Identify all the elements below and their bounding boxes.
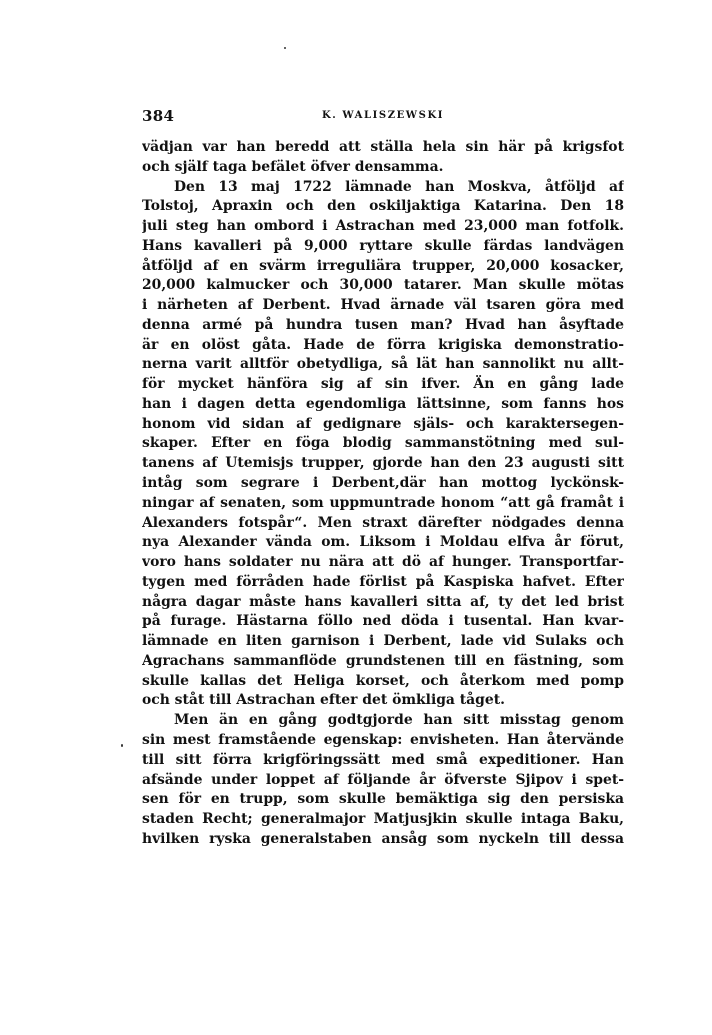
text-line: nerna varit alltför obetydliga, så lät han sannolikt nu allt- [142,356,624,373]
text-line: hvilken ryska generalstaben ansåg som nyckeln till dessa [142,830,624,847]
text-line: ningar af senaten, som uppmuntrade honom “att gå framåt i [142,494,624,511]
text-line: på furage. Hästarna föllo ned döda i tusental. Han kvar- [142,613,624,630]
paper-speck [284,47,286,49]
text-line: 20,000 kalmucker och 30,000 tatarer. Man skulle mötas [142,277,624,294]
text-line: och själf taga befälet öfver densamma. [142,158,444,175]
text-line: lämnade en liten garnison i Derbent, lade vid Sulaks och [142,633,624,650]
text-line: vädjan var han beredd att ställa hela sin här på krigsfot [142,139,624,155]
text-line: sen för en trupp, som skulle bemäktiga sig den persiska [142,791,624,808]
text-line: några dagar måste hans kavalleri sitta af, ty det led brist [142,593,624,610]
text-line: för mycket hänföra sig af sin ifver. Än en gång lade [142,376,624,393]
text-line: skulle kallas det Heliga korset, och återkom med pomp [142,672,624,689]
text-line: Men än en gång godtgjorde han sitt misstag genom [174,712,624,729]
text-line: sin mest framstående egenskap: envisheten. Han återvände [142,731,624,748]
text-line: han i dagen detta egendomliga lättsinne, som fanns hos [142,395,624,412]
running-head: K. WALISZEWSKI [321,110,445,121]
text-line: honom vid sidan af gedignare själs- och karaktersegen- [142,415,624,432]
text-line: Alexanders fotspår“. Men straxt därefter nödgades denna [142,514,624,531]
text-line: afsände under loppet af följande år öfverste Sjipov i spet- [142,771,624,788]
page-number: 384 [142,107,175,125]
text-line: i närheten af Derbent. Hvad ärnade väl tsaren göra med [142,297,624,314]
text-line: Tolstoj, Apraxin och den oskiljaktiga Katarina. Den 18 [142,198,624,215]
body-text [142,138,624,850]
text-line: nya Alexander vända om. Liksom i Moldau elfva år förut, [142,534,624,551]
text-line: och ståt till Astrachan efter det ömkliga tåget. [142,692,505,709]
text-line: juli steg han ombord i Astrachan med 23,000 man fotfolk. [142,218,624,235]
paper-speck [121,744,123,747]
text-line: denna armé på hundra tusen man? Hvad han åsyftade [142,316,624,333]
text-line: voro hans soldater nu nära att dö af hunger. Transportfar- [142,554,624,571]
text-line: skaper. Efter en föga blodig sammanstötning med sul- [142,435,624,452]
page-header [142,107,624,131]
text-line: Agrachans sammanflöde grundstenen till en fästning, som [142,652,624,669]
text-line: intåg som segrare i Derbent,där han mottog lyckönsk- [142,475,624,492]
text-line: tanens af Utemisjs trupper, gjorde han den 23 augusti sitt [142,455,624,472]
text-line: åtföljd af en svärm irreguliära trupper, 20,000 kosacker, [142,257,624,274]
text-line: Hans kavalleri på 9,000 ryttare skulle färdas landvägen [142,237,624,254]
text-line: till sitt förra krigföringssätt med små expeditioner. Han [142,751,624,768]
text-line: är en olöst gåta. Hade de förra krigiska demonstratio- [142,336,624,353]
text-line: Den 13 maj 1722 lämnade han Moskva, åtföljd af [174,178,624,195]
text-line: tygen med förråden hade förlist på Kaspiska hafvet. Efter [142,573,624,590]
text-line: staden Recht; generalmajor Matjusjkin skulle intaga Baku, [142,811,624,828]
